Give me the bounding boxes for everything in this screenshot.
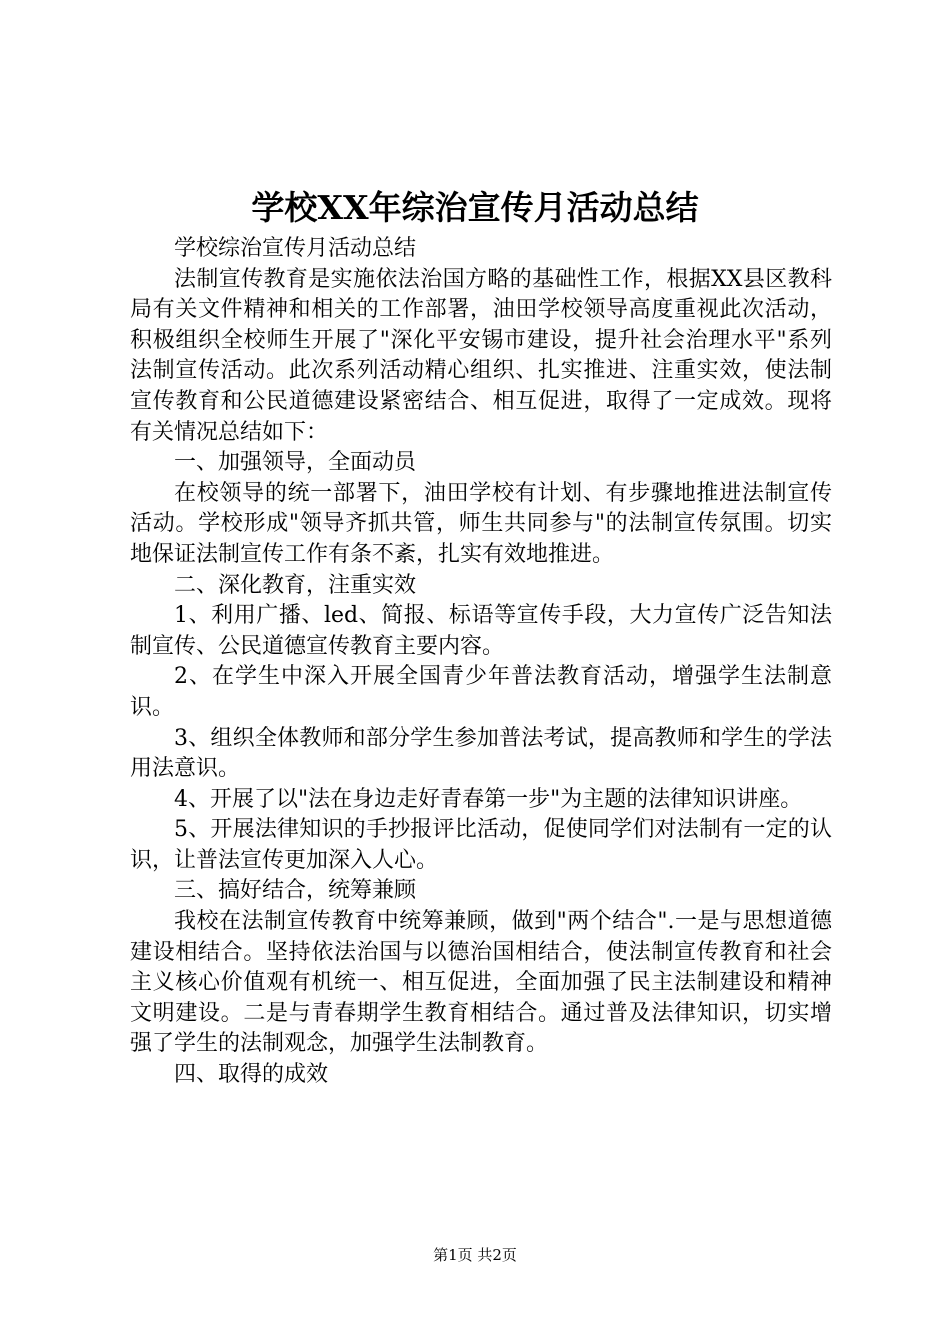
- list-item: 3、组织全体教师和部分学生参加普法考试，提高教师和学生的学法用法意识。: [130, 725, 832, 782]
- page-number: 第1页: [433, 1246, 473, 1264]
- section-heading: 一、加强领导，全面动员: [174, 450, 417, 476]
- document-body: [130, 234, 832, 1091]
- paragraph: 学校综治宣传月活动总结: [174, 236, 417, 261]
- list-item: 2、在学生中深入开展全国青少年普法教育活动，增强学生法制意识。: [130, 664, 832, 720]
- document-title: 学校XX年综治宣传月活动总结: [251, 188, 699, 227]
- paragraph: 法制宣传教育是实施依法治国方略的基础性工作，根据XX县区教科局有关文件精神和相关的工作部署，油田学校领导高度重视此次活动，积极组织全校师生开展了"深化平安锡市建设，提升社会治理水平"系列法制宣传活动。此次系列活动精心组织、扎实推进、注重实效，使法制宣传教育和公民道德建设紧密结合、相互促进，取得了一定成效。现将有关情况总结如下：: [130, 266, 832, 445]
- paragraph: 在校领导的统一部署下，油田学校有计划、有步骤地推进法制宣传活动。学校形成"领导齐抓共管，师生共同参与"的法制宣传氛围。切实地保证法制宣传工作有条不紊，扎实有效地推进。: [130, 480, 832, 567]
- section-heading: 四、取得的成效: [174, 1062, 329, 1088]
- list-item: 5、开展法律知识的手抄报评比活动，促使同学们对法制有一定的认识，让普法宣传更加深入人心。: [130, 817, 832, 873]
- list-item: 4、开展了以"法在身边走好青春第一步"为主题的法律知识讲座。: [174, 786, 803, 812]
- section-heading: 二、深化教育，注重实效: [174, 572, 417, 598]
- list-item: 1、利用广播、led、简报、标语等宣传手段，大力宣传广泛告知法制宣传、公民道德宣传教育主要内容。: [130, 603, 832, 659]
- paragraph: 我校在法制宣传教育中统筹兼顾，做到"两个结合".一是与思想道德建设相结合。坚持依法治国与以德治国相结合，使法制宣传教育和社会主义核心价值观有机统一、相互促进，全面加强了民主法制建设和精神文明建设。二是与青春期学生教育相结合。通过普及法律知识，切实增强了学生的法制观念，加强学生法制教育。: [130, 909, 832, 1057]
- page-footer: [0, 1245, 950, 1265]
- page-total: 共2页: [477, 1246, 517, 1264]
- section-heading: 三、搞好结合，统筹兼顾: [174, 878, 417, 904]
